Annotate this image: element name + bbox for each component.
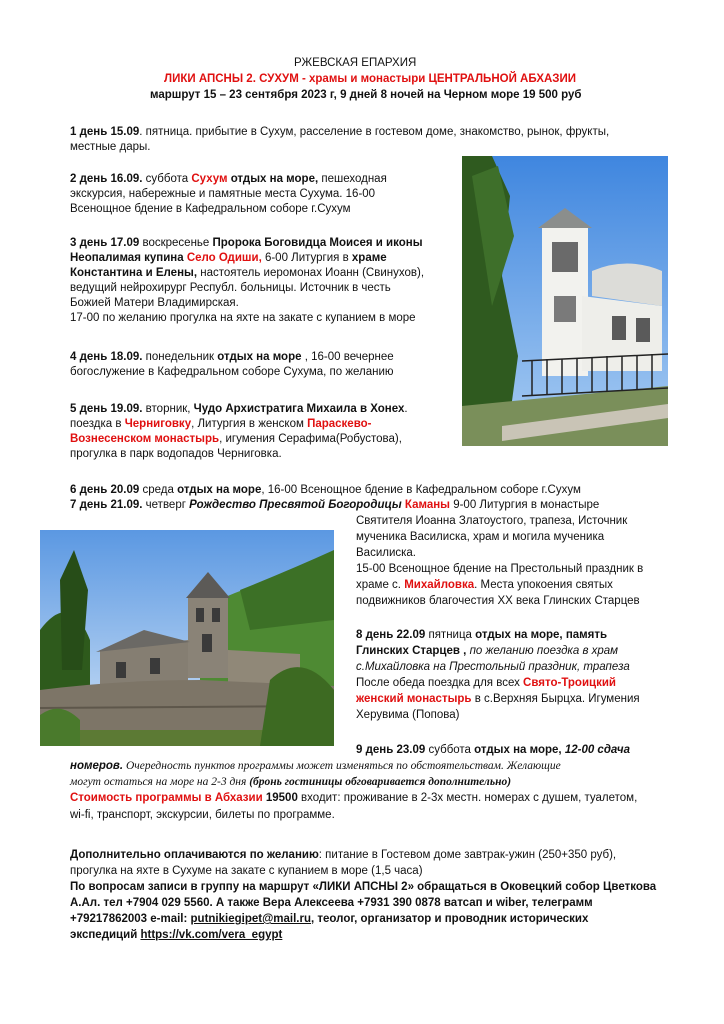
day5-weekday: вторник, [142, 403, 194, 415]
day5-line1 [70, 402, 408, 417]
day8-line2 [356, 644, 618, 659]
day5-line4: прогулка в парк водопадов Черниговка. [70, 448, 282, 460]
day8-weekday: пятница [425, 629, 476, 641]
day8-line3: с.Михайловка на Престольный праздник, трапеза [356, 661, 630, 673]
day9-checkout: 12-00 сдача [561, 744, 630, 756]
extra-line2: прогулка на яхте в Сухуме на закате с купанием в море (1,5 часа) [70, 865, 423, 877]
day3-feast: Пророка Боговидца Моисея и иконы [212, 237, 423, 249]
eparchy-label: РЖЕВСКАЯ ЕПАРХИЯ [294, 57, 417, 69]
day3-text1: 6-00 Литургия в [261, 252, 352, 264]
day2-line3: Всенощное бдение в Кафедральном соборе г.Сухум [70, 203, 351, 215]
day4-date: 4 день 18.09. [70, 351, 143, 363]
day7-line6 [356, 578, 613, 593]
extra-text1: : питание в Гостевом доме завтрак-ужин (250+350 руб), [318, 849, 617, 861]
day3-line6: 17-00 по желанию прогулка на яхте на закате с купанием в море [70, 312, 416, 324]
day3-village: Село Одиши, [186, 252, 262, 264]
day1-line1 [70, 125, 609, 140]
day8-text1: После обеда поездка для всех [356, 677, 524, 689]
price-label: Стоимость программы в Абхазии [70, 792, 266, 804]
vk-link[interactable]: https://vk.com/vera_egypt [140, 929, 283, 941]
contacts-line4 [70, 928, 282, 943]
day1-date: 1 день 15.09 [70, 126, 140, 138]
day9-note3: (бронь гостиницы обговаривается дополнительно) [249, 776, 512, 788]
stone-monastery-photo [40, 530, 334, 746]
price-text1: входит: проживание в 2-3х местн. номерах с душем, туалетом, [301, 792, 638, 804]
day7-weekday: четверг [142, 499, 190, 511]
day5-text3: , игумения Серафима(Робустова), [219, 433, 402, 445]
day6-text1: , 16-00 Всенощное бдение в Кафедральном соборе г.Сухум [261, 484, 581, 496]
day2-rest: отдых на море, [227, 173, 319, 185]
day8-line1 [356, 628, 607, 643]
day7-text7: . Места упокоения святых [474, 579, 613, 591]
day8-rest: отдых на море, память [475, 629, 608, 641]
day8-monastery: Свято-Троицкий [523, 677, 616, 689]
day7-date: 7 день 21.09. [70, 499, 143, 511]
contacts-line3a: +79217862003 e-mail: [70, 913, 191, 925]
day7-place: Каманы [401, 499, 450, 511]
day9-line1 [356, 743, 630, 758]
day2-line2: экскурсия, набережные и памятные места Сухума. 16-00 [70, 188, 376, 200]
contacts-line3b: , теолог, организатор и проводник исторических [311, 913, 589, 925]
price-line1 [70, 791, 637, 806]
contacts-line4a: экспедиций [70, 929, 141, 941]
price-amount: 19500 [265, 792, 302, 804]
day7-village: Михайловка [404, 579, 475, 591]
contacts-line1: По вопросам записи в группу на маршрут «ЛИКИ АПСНЫ 2» обращаться в Оковецкий собор Цветкова [70, 881, 657, 893]
day7-line4: Василиска. [356, 547, 416, 559]
day5-date: 5 день 19.09. [70, 403, 143, 415]
day8-line5 [356, 692, 640, 707]
day3-line1 [70, 236, 423, 251]
day3-church2: Константина и Елены, [70, 267, 198, 279]
day3-line4: ведущий нейрохирург Республ. больницы. Источник в честь [70, 282, 391, 294]
day3-line2 [70, 251, 387, 266]
day3-date: 3 день 17.09 [70, 237, 140, 249]
day1-line2: местные дары. [70, 141, 151, 153]
day1-text: . пятница. прибытие в Сухум, расселение в гостевом доме, знакомство, рынок, фрукты, [139, 126, 610, 138]
day2-line1 [70, 172, 387, 187]
day6-date: 6 день 20.09 [70, 484, 140, 496]
day7-line7: подвижников благочестия XX века Глинских Старцев [356, 595, 640, 607]
contacts-line3 [70, 912, 588, 927]
day8-line4 [356, 676, 616, 691]
day2-text1: пешеходная [318, 173, 387, 185]
day8-opt1: по желанию поездка в храм [466, 645, 619, 657]
day5-text1: поездка в [70, 418, 125, 430]
day9-line2 [70, 759, 561, 774]
extra-line1 [70, 848, 616, 863]
day7-text6: храме с. [356, 579, 405, 591]
day3-feast2: Неопалимая купина [70, 252, 187, 264]
church-bell-tower-photo [462, 156, 668, 446]
price-line2: wi-fi, транспорт, экскурсии, билеты по программе. [70, 809, 335, 821]
day7-feast: Рождество Пресвятой Богородицы [189, 499, 402, 511]
day5-monastery2: Вознесенском монастырь [70, 433, 220, 445]
day3-line3 [70, 266, 424, 281]
contacts-line2: А.Ал. тел +7904 029 5560. А также Вера Алексеева +7931 390 0878 ватсап и wiber, телеграмм [70, 897, 593, 909]
day5-place: Черниговку [124, 418, 192, 430]
day4-line2: богослужение в Кафедральном соборе Сухума, по желанию [70, 366, 394, 378]
extra-label: Дополнительно оплачиваются по желанию [70, 849, 319, 861]
day8-text2: в с.Верхняя Бырцха. Игумения [471, 693, 640, 705]
day6-weekday: среда [139, 484, 178, 496]
day2-weekday: суббота [142, 173, 192, 185]
day9-rest: отдых на море, [474, 744, 562, 756]
day8-date: 8 день 22.09 [356, 629, 426, 641]
day7-line1 [70, 498, 599, 513]
day7-text1: 9-00 Литургия в монастыре [450, 499, 600, 511]
day4-text1: , 16-00 вечернее [301, 351, 394, 363]
day7-line5: 15-00 Всенощное бдение на Престольный праздник в [356, 563, 644, 575]
day5-text0: . [404, 403, 408, 415]
day5-feast: Чудо Архистратига Михаила в Хонех [193, 403, 405, 415]
day3-line5: Божией Матери Владимирская. [70, 297, 239, 309]
day8-line6: Херувима (Попова) [356, 709, 460, 721]
day4-weekday: понедельник [142, 351, 218, 363]
day4-rest: отдых на море [217, 351, 302, 363]
day6-line1 [70, 483, 581, 498]
day5-monastery: Параскево- [307, 418, 372, 430]
day4-line1 [70, 350, 394, 365]
day9-checkout2: номеров. [70, 760, 124, 772]
email-link[interactable]: putnikiegipet@mail.ru [190, 913, 312, 925]
day9-note1: Очередность пунктов программы может изменяться по обстоятельствам. Желающие [123, 760, 561, 772]
day2-place: Сухум [191, 173, 228, 185]
day2-date: 2 день 16.09. [70, 173, 143, 185]
day9-weekday: суббота [425, 744, 475, 756]
day3-text2: настоятель иеромонах Иоанн (Свинухов), [197, 267, 425, 279]
tour-title: ЛИКИ АПСНЫ 2. СУХУМ - храмы и монастыри ЦЕНТРАЛЬНОЙ АБХАЗИИ [164, 73, 577, 85]
day9-note2: могут остаться на море на 2-3 дня [70, 776, 250, 788]
day3-weekday: воскресенье [139, 237, 213, 249]
day5-line2 [70, 417, 371, 432]
day9-line3 [70, 775, 511, 790]
day5-line3 [70, 432, 402, 447]
tour-route: маршрут 15 – 23 сентября 2023 г, 9 дней 8 ночей на Черном море 19 500 руб [150, 89, 582, 101]
day6-rest: отдых на море [177, 484, 262, 496]
day5-text2: , Литургия в женском [191, 418, 308, 430]
day7-line2: Святителя Иоанна Златоустого, трапеза, Источник [356, 515, 628, 527]
day7-line3: мученика Василиска, храм и могила мученика [356, 531, 605, 543]
day3-church: храме [351, 252, 387, 264]
day8-monastery2: женский монастырь [356, 693, 472, 705]
day9-date: 9 день 23.09 [356, 744, 426, 756]
day8-rest2: Глинских Старцев , [356, 645, 467, 657]
